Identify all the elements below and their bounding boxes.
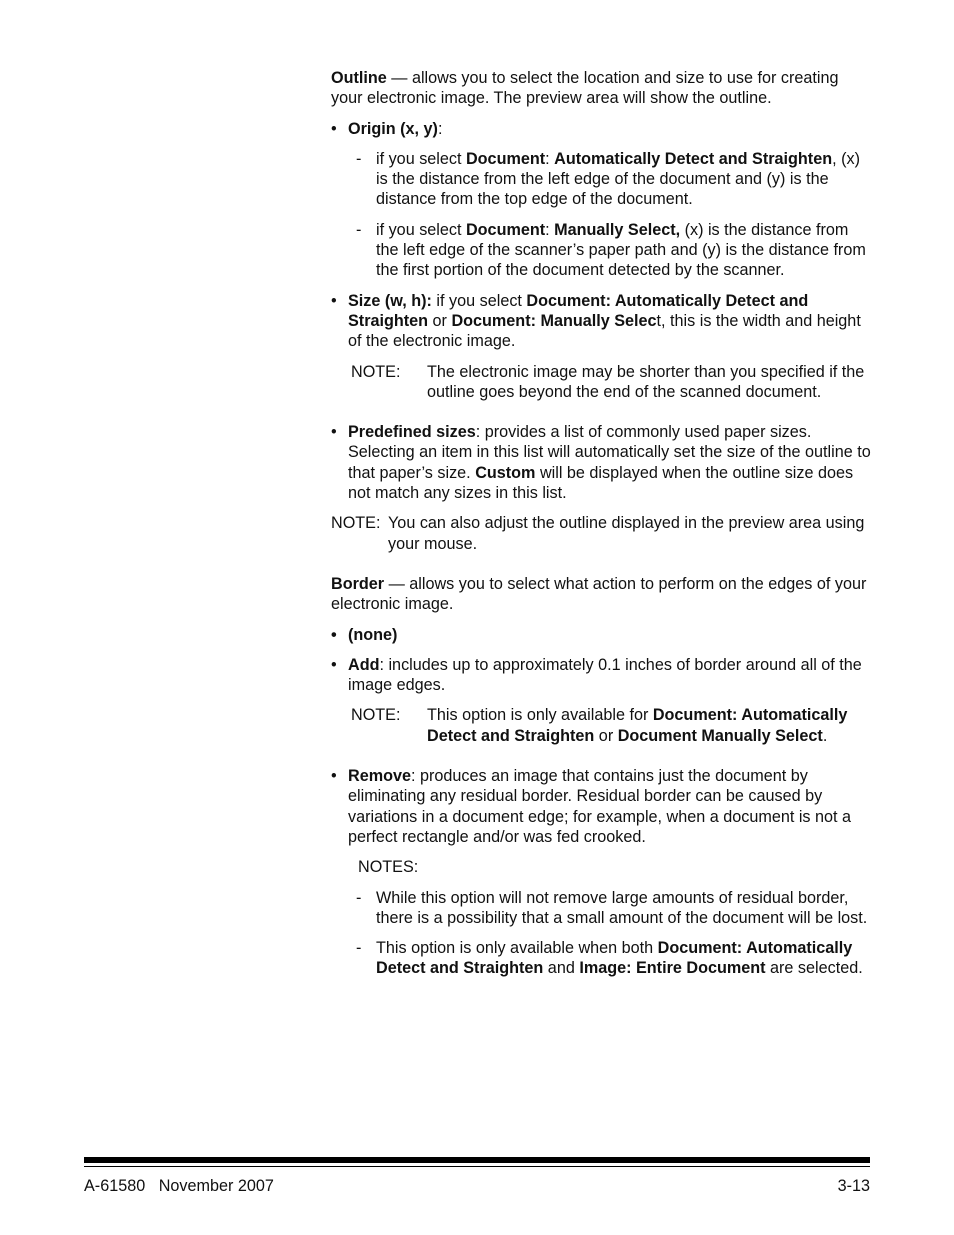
none-label: (none) xyxy=(348,625,398,644)
text-run: : includes up to approximately 0.1 inches of border around all of the image edges. xyxy=(348,655,862,695)
origin-suffix: : xyxy=(437,119,443,138)
bold-run: Document: Manually Selec xyxy=(451,311,657,330)
page-content xyxy=(331,68,871,989)
footer-doc-id: A-61580 xyxy=(84,1177,146,1195)
footer-rule-thin xyxy=(84,1166,870,1167)
remove-label: Remove xyxy=(348,767,411,786)
border-term: Border xyxy=(331,574,385,593)
text-run: and xyxy=(543,959,580,978)
bullet-marker: • xyxy=(331,119,337,138)
remove-note-1 xyxy=(331,888,871,929)
none-bullet xyxy=(331,625,871,645)
add-label: Add xyxy=(348,655,380,674)
note-text: The electronic image may be shorter than you specified if the outline goes beyond the end of the scanned document. xyxy=(427,362,865,401)
text-run: This option is only available for xyxy=(427,706,653,725)
bullet-marker: • xyxy=(331,291,337,310)
origin-sub-manual xyxy=(331,220,871,281)
predefined-label: Predefined sizes xyxy=(348,423,476,442)
border-desc: — allows you to select what action to perform on the edges of your electronic image. xyxy=(331,574,867,614)
bold-run: Custom xyxy=(475,463,536,482)
bold-run: Document Manually Select xyxy=(617,726,823,745)
text-run: will be displayed when the outline size does not match any sizes in this list. xyxy=(348,463,854,503)
text-run: (x) is the distance from the left edge of the scanner’s paper path and (y) is the distance from the first portion of the document detected by the scanner. xyxy=(376,220,866,280)
dash-marker: - xyxy=(356,888,362,907)
text-run: . xyxy=(822,726,828,745)
spacer xyxy=(331,412,871,422)
footer-left xyxy=(84,1176,274,1196)
text-run: if you select xyxy=(431,291,527,310)
origin-label: Origin (x, y) xyxy=(348,119,438,138)
text-run: While this option will not remove large amounts of residual border, there is a possibility that a small amount of the document will be lost. xyxy=(376,888,868,927)
predefined-bullet xyxy=(331,422,871,503)
bullet-marker: • xyxy=(331,767,337,786)
spacer xyxy=(331,564,871,574)
text-run: This option is only available when both xyxy=(376,939,658,958)
dash-marker: - xyxy=(356,220,362,239)
bold-run: Document: Automatically Detect and Straighten xyxy=(427,706,848,745)
text-run: or xyxy=(428,311,452,330)
origin-bullet xyxy=(331,119,871,139)
notes-label: NOTES: xyxy=(358,858,419,877)
bold-run: Image: Entire Document xyxy=(579,959,766,978)
text-run: or xyxy=(594,726,618,745)
outline-note xyxy=(331,513,871,554)
size-label: Size (w, h): xyxy=(348,291,432,310)
bold-run: Document: Automatically Detect and Straighten xyxy=(348,291,809,330)
add-note xyxy=(351,705,871,746)
note-label: NOTE: xyxy=(331,514,381,533)
dash-marker: - xyxy=(356,939,362,958)
text-run: : produces an image that contains just the document by eliminating any residual border. Residual border can be caused by variations in a document edge; for example, when a document is not a perfect rectangle and/or was fed crooked. xyxy=(348,767,852,846)
size-bullet xyxy=(331,291,871,352)
bold-run: Automatically Detect and Straighten xyxy=(554,149,833,168)
remove-note-2 xyxy=(331,938,871,979)
outline-paragraph xyxy=(331,68,871,109)
bullet-marker: • xyxy=(331,625,337,644)
text-run: t, this is the width and height of the electronic image. xyxy=(348,311,861,351)
bold-run: Manually Select, xyxy=(554,220,681,239)
dash-marker: - xyxy=(356,149,362,168)
text-run: : xyxy=(545,149,555,168)
spacer xyxy=(331,756,871,766)
footer-date: November 2007 xyxy=(158,1177,274,1195)
footer-rule-thick xyxy=(84,1157,870,1163)
text-run: , (x) is the distance from the left edge of the document and (y) is the distance from the top edge of the document. xyxy=(376,149,860,209)
text-run: if you select xyxy=(376,149,466,168)
outline-term: Outline xyxy=(331,69,387,87)
origin-sub-auto xyxy=(331,149,871,210)
text-run: if you select xyxy=(376,220,466,239)
border-paragraph xyxy=(331,574,871,615)
add-bullet xyxy=(331,655,871,696)
text-run: : xyxy=(545,220,555,239)
note-label: NOTE: xyxy=(351,362,401,381)
bold-run: Document xyxy=(465,220,546,239)
bold-run: Document xyxy=(465,149,546,168)
text-run: are selected. xyxy=(765,959,863,978)
text-run: : provides a list of commonly used paper sizes. Selecting an item in this list will automatically set the size of the outline to that paper’s size. xyxy=(348,423,871,482)
remove-bullet xyxy=(331,766,871,847)
bullet-marker: • xyxy=(331,655,337,674)
outline-desc: — allows you to select the location and size to use for creating your electronic image. The preview area will show the outline. xyxy=(331,69,839,108)
note-text: You can also adjust the outline displayed in the preview area using your mouse. xyxy=(388,514,865,553)
bold-run: Document: Automatically Detect and Straighten xyxy=(376,939,853,978)
footer-page-number: 3-13 xyxy=(837,1177,870,1195)
bullet-marker: • xyxy=(331,423,337,442)
size-note xyxy=(351,362,871,403)
note-label: NOTE: xyxy=(351,706,401,725)
